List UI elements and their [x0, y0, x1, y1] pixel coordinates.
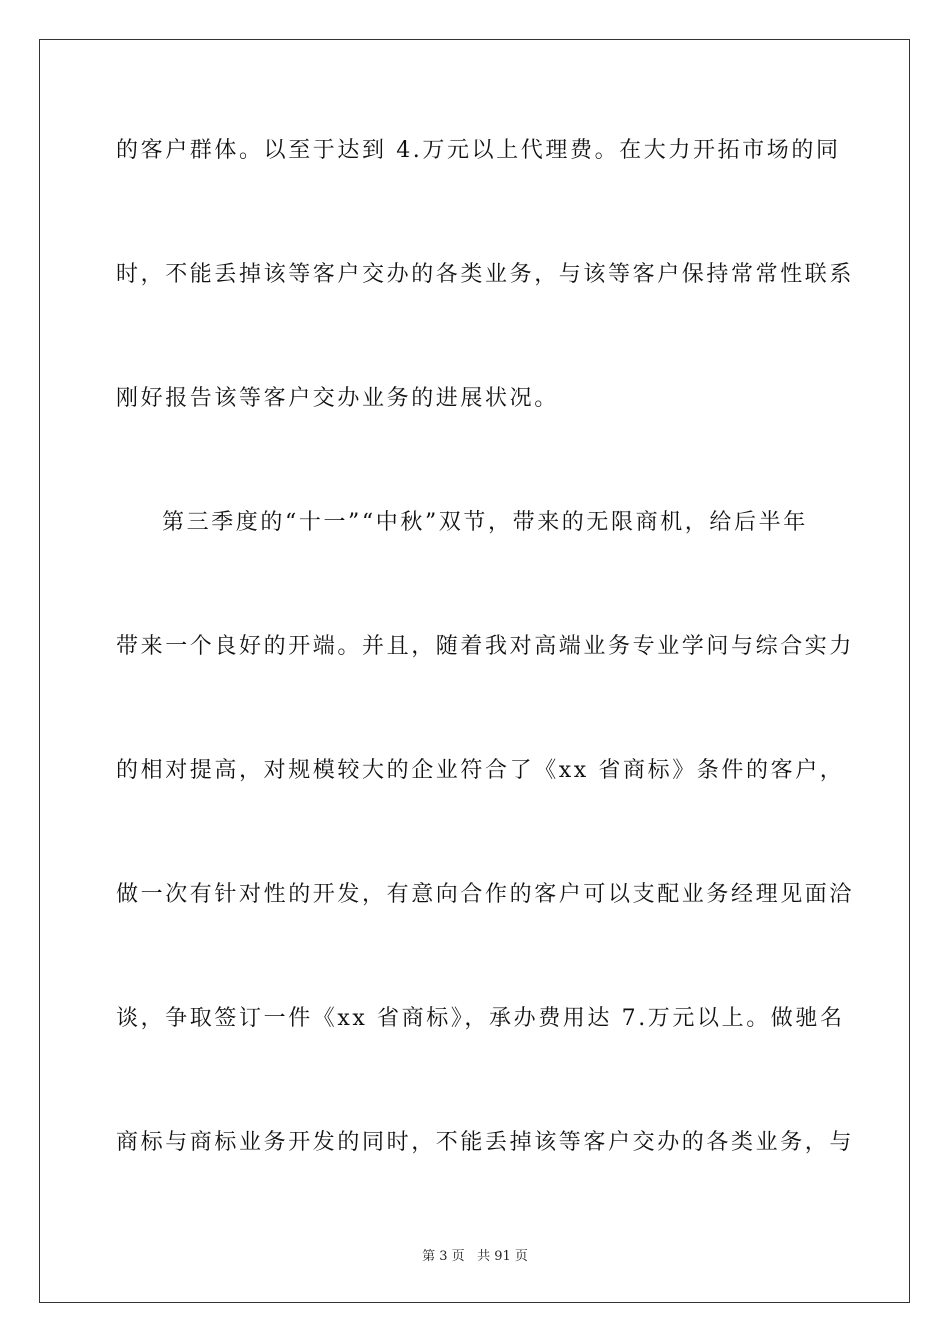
paragraph-line-3: 刚好报告该等客户交办业务的进展状况。 [116, 386, 559, 411]
paragraph-line-6: 的相对提高，对规模较大的企业符合了《xx 省商标》条件的客户， [116, 758, 845, 783]
paragraph-line-9: 商标与商标业务开发的同时，不能丢掉该等客户交办的各类业务，与 [116, 1130, 855, 1155]
page-footer [0, 1248, 950, 1266]
paragraph-line-4: 第三季度的“十一”“中秋”双节，带来的无限商机，给后半年 [162, 510, 808, 535]
paragraph-line-5: 带来一个良好的开端。并且，随着我对高端业务专业学问与综合实力 [116, 634, 855, 659]
page-border [39, 39, 910, 1303]
page-number: 第 3 页 [422, 1249, 465, 1264]
paragraph-line-2: 时，不能丢掉该等客户交办的各类业务，与该等客户保持常常性联系 [116, 262, 855, 287]
paragraph-line-7: 做一次有针对性的开发，有意向合作的客户可以支配业务经理见面洽 [116, 882, 855, 907]
page-total: 共 91 页 [477, 1249, 528, 1264]
paragraph-line-1: 的客户群体。以至于达到 4.万元以上代理费。在大力开拓市场的同 [116, 138, 841, 163]
paragraph-line-8: 谈，争取签订一件《xx 省商标》，承办费用达 7.万元以上。做驰名 [116, 1006, 845, 1031]
